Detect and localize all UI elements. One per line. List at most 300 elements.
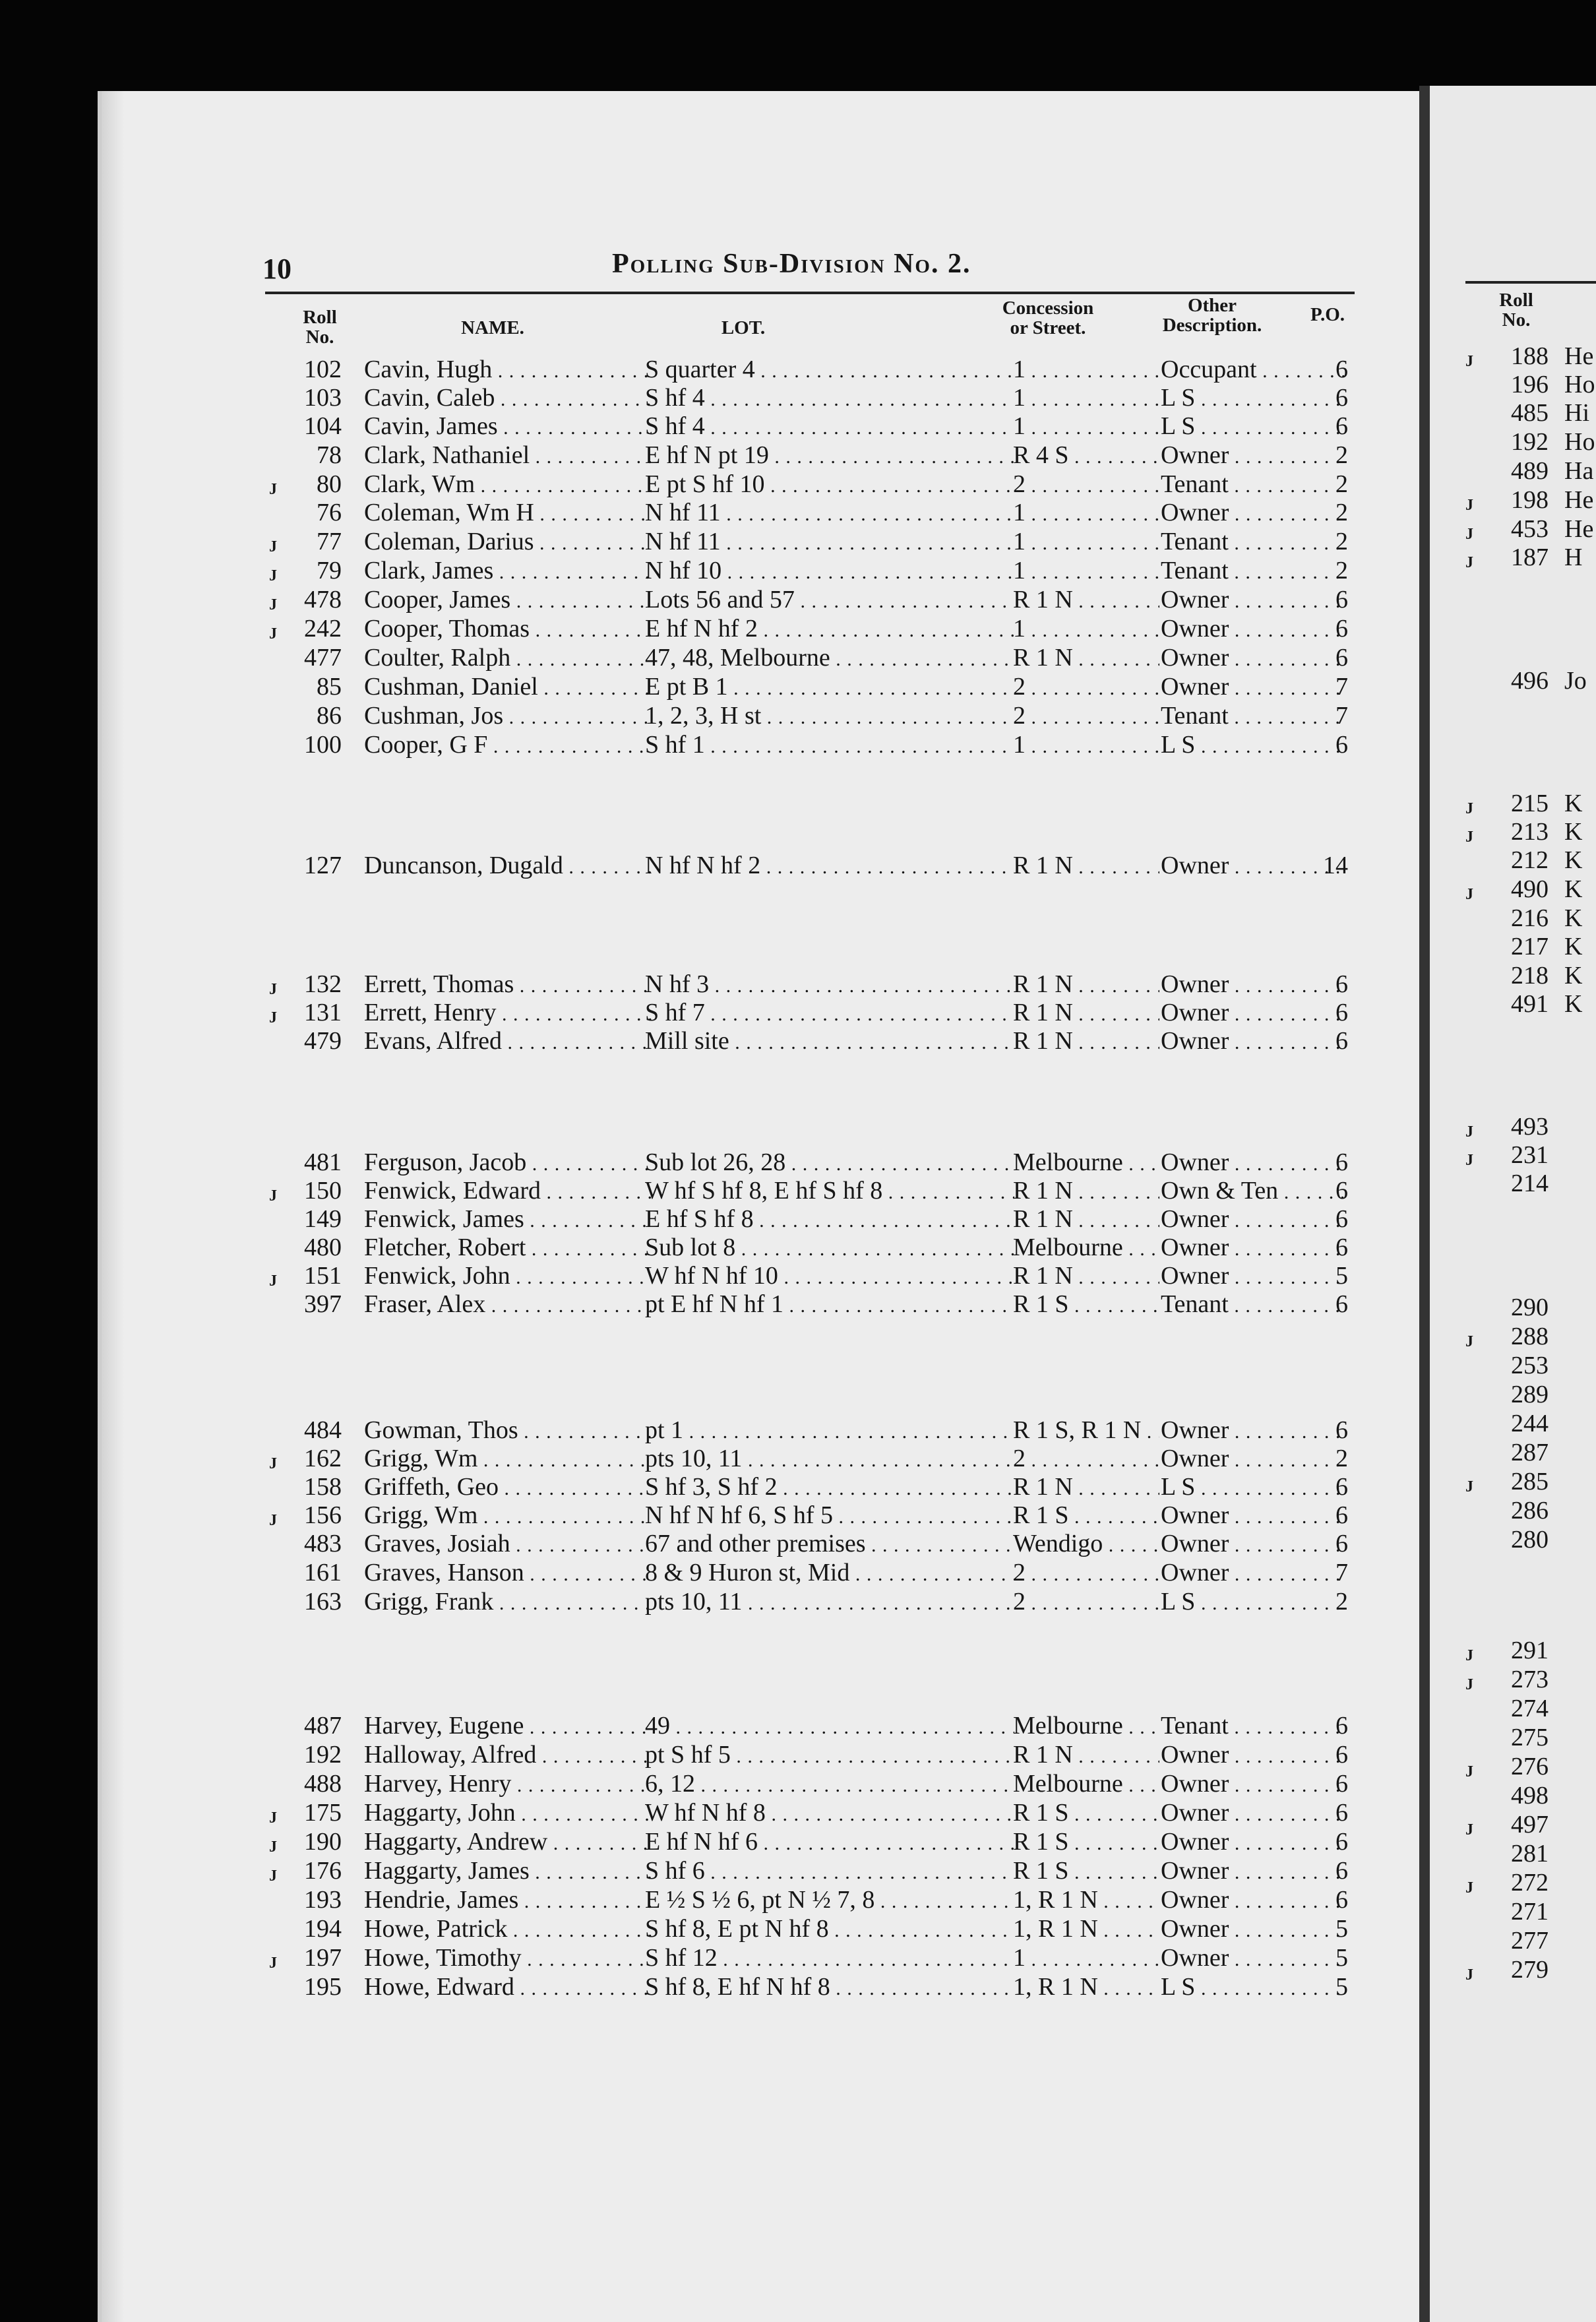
header-lot: LOT. (721, 317, 766, 338)
other-description: Occupant . . . (1161, 355, 1347, 386)
facing-voter-name: Ha (1564, 457, 1594, 485)
concession-street: Melbourne . . . (1013, 1769, 1159, 1800)
lot-description: pt E hf N hf 1 . . . (645, 1290, 1014, 1321)
table-row (0, 1769, 1385, 1798)
facing-voter-name: K (1564, 962, 1583, 989)
concession-street: 2 . . . (1013, 1558, 1159, 1589)
roll-number: 397 (304, 1290, 342, 1318)
post-office-number: 6 (1335, 1741, 1348, 1769)
lot-description: S hf 4 . . . (645, 412, 1014, 443)
post-office-number: 7 (1335, 673, 1348, 701)
facing-juror-mark: J (1465, 800, 1473, 817)
lot-description: W hf N hf 10 . . . (645, 1261, 1014, 1292)
post-office-number: 6 (1335, 970, 1348, 998)
voter-name: Fraser, Alex . . . (364, 1290, 652, 1321)
roll-number: 79 (317, 557, 342, 584)
concession-street: 1 . . . (1013, 1943, 1159, 1974)
table-row (0, 970, 1385, 999)
voter-name: Cooper, G F . . . (364, 730, 652, 761)
facing-voter-name: K (1564, 990, 1583, 1018)
concession-street: R 1 N . . . (1013, 1740, 1159, 1771)
roll-number: 77 (317, 528, 342, 555)
facing-roll-number: 217 (1511, 933, 1549, 960)
facing-voter-name: K (1564, 875, 1583, 903)
post-office-number: 6 (1335, 1177, 1348, 1205)
lot-description: N hf 10 . . . (645, 556, 1014, 587)
concession-street: R 1 S . . . (1013, 1856, 1159, 1887)
juror-mark: J (269, 1955, 277, 1972)
facing-voter-name: He (1564, 515, 1594, 543)
facing-juror-mark: J (1465, 1152, 1473, 1169)
post-office-number: 5 (1335, 1262, 1348, 1290)
concession-street: 1, R 1 N . . . (1013, 1914, 1159, 1945)
facing-roll-number: 489 (1511, 457, 1549, 485)
facing-juror-mark: J (1465, 1763, 1473, 1780)
other-description: Owner . . . (1161, 1769, 1347, 1800)
voter-name: Grigg, Frank . . . (364, 1587, 652, 1618)
roll-number: 78 (317, 441, 342, 469)
voter-name: Hendrie, James . . . (364, 1885, 652, 1916)
concession-street: R 1 N . . . (1013, 1026, 1159, 1057)
roll-number: 156 (304, 1501, 342, 1529)
other-description: Own & Ten . . . (1161, 1176, 1347, 1207)
post-office-number: 6 (1335, 644, 1348, 672)
facing-roll-number: 493 (1511, 1113, 1549, 1141)
other-description: Owner . . . (1161, 1914, 1347, 1945)
facing-voter-name: Ho (1564, 428, 1595, 456)
other-description: Owner . . . (1161, 1444, 1347, 1475)
facing-header-roll-no: Roll No. (1499, 290, 1533, 331)
voter-name: Clark, Wm . . . (364, 470, 652, 501)
table-row (0, 527, 1385, 556)
post-office-number: 2 (1335, 557, 1348, 584)
concession-street: 1, R 1 N . . . (1013, 1885, 1159, 1916)
voter-name: Graves, Hanson . . . (364, 1558, 652, 1589)
lot-description: N hf N hf 2 . . . (645, 851, 1014, 882)
concession-street: 2 . . . (1013, 1444, 1159, 1475)
voter-name: Howe, Patrick . . . (364, 1914, 652, 1945)
table-row (0, 1827, 1385, 1856)
voter-name: Haggarty, Andrew . . . (364, 1827, 652, 1858)
table-row (0, 1856, 1385, 1885)
post-office-number: 6 (1335, 1501, 1348, 1529)
roll-number: 479 (304, 1027, 342, 1055)
roll-number: 483 (304, 1530, 342, 1557)
lot-description: S hf 7 . . . (645, 998, 1014, 1029)
facing-juror-mark: J (1465, 554, 1473, 571)
concession-street: R 1 S . . . (1013, 1798, 1159, 1829)
other-description: Owner . . . (1161, 1261, 1347, 1292)
header-roll-text: Roll No. (303, 307, 337, 348)
facing-roll-number: 231 (1511, 1141, 1549, 1169)
post-office-number: 6 (1335, 1234, 1348, 1261)
juror-mark: J (269, 1455, 277, 1472)
table-row (0, 1026, 1385, 1055)
lot-description: 8 & 9 Huron st, Mid . . . (645, 1558, 1014, 1589)
other-description: Owner . . . (1161, 1529, 1347, 1560)
table-row (0, 1914, 1385, 1943)
post-office-number: 6 (1335, 1770, 1348, 1798)
facing-voter-name: H (1564, 544, 1583, 571)
facing-roll-number: 288 (1511, 1323, 1549, 1350)
table-row (0, 1290, 1385, 1319)
table-row (0, 1205, 1385, 1234)
facing-roll-number: 287 (1511, 1439, 1549, 1466)
voter-name: Fenwick, Edward . . . (364, 1176, 652, 1207)
voter-name: Grigg, Wm . . . (364, 1501, 652, 1532)
post-office-number: 6 (1335, 1857, 1348, 1885)
facing-roll-number: 215 (1511, 790, 1549, 817)
lot-description: S hf 3, S hf 2 . . . (645, 1472, 1014, 1503)
voter-name: Graves, Josiah . . . (364, 1529, 652, 1560)
table-row (0, 585, 1385, 614)
facing-voter-name: Hi (1564, 399, 1589, 427)
roll-number: 488 (304, 1770, 342, 1798)
page-number: 10 (262, 253, 292, 285)
facing-voter-name: Ho (1564, 371, 1595, 398)
other-description: Owner . . . (1161, 851, 1347, 882)
lot-description: E hf S hf 8 . . . (645, 1205, 1014, 1236)
header-description: Other Description. (1162, 295, 1262, 336)
roll-number: 80 (317, 470, 342, 498)
post-office-number: 7 (1335, 702, 1348, 730)
voter-name: Evans, Alfred . . . (364, 1026, 652, 1057)
table-row (0, 1587, 1385, 1616)
other-description: Tenant . . . (1161, 1711, 1347, 1742)
voter-name: Haggarty, John . . . (364, 1798, 652, 1829)
facing-roll-number: 244 (1511, 1410, 1549, 1437)
concession-street: Melbourne . . . (1013, 1711, 1159, 1742)
post-office-number: 6 (1335, 731, 1348, 759)
roll-number: 481 (304, 1148, 342, 1176)
concession-street: 1 . . . (1013, 730, 1159, 761)
lot-description: Lots 56 and 57 . . . (645, 585, 1014, 616)
post-office-number: 2 (1335, 441, 1348, 469)
facing-roll-number: 275 (1511, 1724, 1549, 1751)
facing-juror-mark: J (1465, 886, 1473, 903)
voter-name: Fenwick, James . . . (364, 1205, 652, 1236)
post-office-number: 6 (1335, 1712, 1348, 1740)
facing-juror-mark: J (1465, 1879, 1473, 1897)
facing-roll-number: 285 (1511, 1468, 1549, 1495)
lot-description: N hf N hf 6, S hf 5 . . . (645, 1501, 1014, 1532)
other-description: Owner . . . (1161, 672, 1347, 703)
facing-juror-mark: J (1465, 1676, 1473, 1693)
concession-street: Melbourne . . . (1013, 1148, 1159, 1179)
roll-number: 162 (304, 1445, 342, 1472)
roll-number: 175 (304, 1799, 342, 1827)
roll-number: 242 (304, 615, 342, 643)
other-description: Tenant . . . (1161, 527, 1347, 558)
roll-number: 132 (304, 970, 342, 998)
table-row (0, 1885, 1385, 1914)
table-row (0, 412, 1385, 441)
other-description: L S . . . (1161, 412, 1347, 443)
roll-number: 151 (304, 1262, 342, 1290)
facing-juror-mark: J (1465, 1821, 1473, 1838)
lot-description: S hf 8, E pt N hf 8 . . . (645, 1914, 1014, 1945)
facing-roll-number: 280 (1511, 1526, 1549, 1553)
facing-roll-number: 453 (1511, 515, 1549, 543)
table-row (0, 1233, 1385, 1262)
lot-description: S hf 1 . . . (645, 730, 1014, 761)
lot-description: pts 10, 11 . . . (645, 1587, 1014, 1618)
other-description: Owner . . . (1161, 614, 1347, 645)
lot-description: E pt B 1 . . . (645, 672, 1014, 703)
juror-mark: J (269, 1512, 277, 1529)
other-description: Owner . . . (1161, 1558, 1347, 1589)
table-row (0, 998, 1385, 1027)
lot-description: pt 1 . . . (645, 1416, 1014, 1447)
roll-number: 484 (304, 1416, 342, 1444)
post-office-number: 6 (1335, 1416, 1348, 1444)
concession-street: 2 . . . (1013, 672, 1159, 703)
lot-description: N hf 3 . . . (645, 970, 1014, 1001)
voter-name: Coulter, Ralph . . . (364, 643, 652, 674)
facing-voter-name: Jo (1564, 667, 1587, 695)
voter-name: Cavin, James . . . (364, 412, 652, 443)
facing-roll-number: 214 (1511, 1170, 1549, 1197)
post-office-number: 6 (1335, 384, 1348, 412)
voter-name: Howe, Timothy . . . (364, 1943, 652, 1974)
concession-street: 2 . . . (1013, 470, 1159, 501)
other-description: Tenant . . . (1161, 470, 1347, 501)
facing-roll-number: 279 (1511, 1956, 1549, 1984)
concession-street: R 1 N . . . (1013, 851, 1159, 882)
concession-street: R 1 S, R 1 N . . . (1013, 1416, 1159, 1447)
facing-juror-mark: J (1465, 1123, 1473, 1141)
facing-juror-mark: J (1465, 497, 1473, 514)
facing-roll-number: 273 (1511, 1666, 1549, 1693)
header-roll-no (290, 307, 350, 348)
other-description: Owner . . . (1161, 1026, 1347, 1057)
other-description: Owner . . . (1161, 1856, 1347, 1887)
voter-name: Errett, Thomas . . . (364, 970, 652, 1001)
roll-number: 487 (304, 1712, 342, 1740)
lot-description: E hf N pt 19 . . . (645, 441, 1014, 472)
table-row (0, 1972, 1385, 2001)
voter-name: Harvey, Eugene . . . (364, 1711, 652, 1742)
table-row (0, 498, 1385, 527)
facing-juror-mark: J (1465, 1478, 1473, 1495)
lot-description: 1, 2, 3, H st . . . (645, 701, 1014, 732)
post-office-number: 6 (1335, 412, 1348, 440)
lot-description: Sub lot 8 . . . (645, 1233, 1014, 1264)
lot-description: W hf S hf 8, E hf S hf 8 . . . (645, 1176, 1014, 1207)
lot-description: E hf N hf 2 . . . (645, 614, 1014, 645)
table-row (0, 1740, 1385, 1769)
table-row (0, 1176, 1385, 1205)
facing-roll-number: 213 (1511, 818, 1549, 846)
facing-roll-number: 485 (1511, 399, 1549, 427)
table-row (0, 643, 1385, 672)
other-description: Owner . . . (1161, 1205, 1347, 1236)
roll-number: 477 (304, 644, 342, 672)
voter-name: Griffeth, Geo . . . (364, 1472, 652, 1503)
voter-name: Clark, James . . . (364, 556, 652, 587)
facing-roll-number: 289 (1511, 1381, 1549, 1408)
facing-roll-number: 188 (1511, 342, 1549, 370)
facing-roll-number: 271 (1511, 1898, 1549, 1926)
facing-juror-mark: J (1465, 1333, 1473, 1350)
roll-number: 100 (304, 731, 342, 759)
table-row (0, 851, 1385, 880)
post-office-number: 7 (1335, 1559, 1348, 1586)
other-description: Owner . . . (1161, 1501, 1347, 1532)
lot-description: N hf 11 . . . (645, 498, 1014, 529)
voter-name: Clark, Nathaniel . . . (364, 441, 652, 472)
lot-description: 47, 48, Melbourne . . . (645, 643, 1014, 674)
roll-number: 150 (304, 1177, 342, 1205)
facing-roll-number: 286 (1511, 1497, 1549, 1524)
facing-roll-number: 290 (1511, 1294, 1549, 1321)
facing-roll-number: 277 (1511, 1927, 1549, 1955)
lot-description: 49 . . . (645, 1711, 1014, 1742)
other-description: Owner . . . (1161, 1416, 1347, 1447)
voter-name: Cooper, Thomas . . . (364, 614, 652, 645)
other-description: Tenant . . . (1161, 556, 1347, 587)
roll-number: 161 (304, 1559, 342, 1586)
facing-roll-number: 253 (1511, 1352, 1549, 1379)
other-description: Owner . . . (1161, 498, 1347, 529)
voter-name: Fletcher, Robert . . . (364, 1233, 652, 1264)
post-office-number: 6 (1335, 615, 1348, 643)
roll-number: 194 (304, 1915, 342, 1943)
table-row (0, 730, 1385, 759)
concession-street: 1 . . . (1013, 498, 1159, 529)
lot-description: E hf N hf 6 . . . (645, 1827, 1014, 1858)
other-description: Owner . . . (1161, 1233, 1347, 1264)
post-office-number: 2 (1335, 470, 1348, 498)
voter-name: Coleman, Wm H . . . (364, 498, 652, 529)
other-description: L S . . . (1161, 1972, 1347, 2003)
table-row (0, 556, 1385, 585)
juror-mark: J (269, 1187, 277, 1205)
concession-street: R 4 S . . . (1013, 441, 1159, 472)
facing-roll-number: 496 (1511, 667, 1549, 695)
post-office-number: 6 (1335, 1205, 1348, 1233)
voter-name: Cooper, James . . . (364, 585, 652, 616)
post-office-number: 14 (1323, 852, 1348, 879)
other-description: L S . . . (1161, 1472, 1347, 1503)
table-row (0, 614, 1385, 643)
table-row (0, 1148, 1385, 1177)
voter-name: Fenwick, John . . . (364, 1261, 652, 1292)
facing-voter-name: K (1564, 846, 1583, 874)
concession-street: R 1 N . . . (1013, 998, 1159, 1029)
facing-voter-name: K (1564, 818, 1583, 846)
post-office-number: 6 (1335, 1027, 1348, 1055)
voter-name: Duncanson, Dugald . . . (364, 851, 652, 882)
facing-roll-number: 198 (1511, 486, 1549, 514)
roll-number: 176 (304, 1857, 342, 1885)
concession-street: Wendigo . . . (1013, 1529, 1159, 1560)
concession-street: 1 . . . (1013, 556, 1159, 587)
voter-name: Gowman, Thos . . . (364, 1416, 652, 1447)
post-office-number: 5 (1335, 1915, 1348, 1943)
post-office-number: 6 (1335, 1148, 1348, 1176)
facing-roll-number: 491 (1511, 990, 1549, 1018)
facing-voter-name: He (1564, 342, 1594, 370)
table-row (0, 1501, 1385, 1530)
voter-name: Haggarty, James . . . (364, 1856, 652, 1887)
facing-roll-number: 281 (1511, 1840, 1549, 1867)
post-office-number: 6 (1335, 1828, 1348, 1856)
lot-description: 6, 12 . . . (645, 1769, 1014, 1800)
header-concession: Concession or Street. (1002, 298, 1094, 339)
facing-roll-number: 212 (1511, 846, 1549, 874)
lot-description: 67 and other premises . . . (645, 1529, 1014, 1560)
roll-number: 193 (304, 1886, 342, 1914)
other-description: Owner . . . (1161, 643, 1347, 674)
facing-roll-number: 274 (1511, 1695, 1549, 1722)
juror-mark: J (269, 538, 277, 555)
roll-number: 197 (304, 1944, 342, 1972)
table-row (0, 701, 1385, 730)
juror-mark: J (269, 1809, 277, 1827)
other-description: Tenant . . . (1161, 1290, 1347, 1321)
concession-street: R 1 N . . . (1013, 1205, 1159, 1236)
table-row (0, 1798, 1385, 1827)
lot-description: N hf 11 . . . (645, 527, 1014, 558)
other-description: L S . . . (1161, 1587, 1347, 1618)
header-rule (265, 292, 1355, 294)
table-row (0, 1416, 1385, 1445)
facing-juror-mark: J (1465, 1647, 1473, 1664)
concession-street: R 1 S . . . (1013, 1827, 1159, 1858)
concession-street: R 1 N . . . (1013, 1472, 1159, 1503)
other-description: Owner . . . (1161, 1798, 1347, 1829)
facing-juror-mark: J (1465, 1966, 1473, 1984)
concession-street: R 1 S . . . (1013, 1290, 1159, 1321)
juror-mark: J (269, 1867, 277, 1885)
juror-mark: J (269, 1272, 277, 1290)
roll-number: 127 (304, 852, 342, 879)
table-row (0, 1261, 1385, 1290)
lot-description: Sub lot 26, 28 . . . (645, 1148, 1014, 1179)
other-description: Owner . . . (1161, 1740, 1347, 1771)
facing-roll-number: 187 (1511, 544, 1549, 571)
other-description: Owner . . . (1161, 1148, 1347, 1179)
post-office-number: 2 (1335, 528, 1348, 555)
post-office-number: 6 (1335, 586, 1348, 613)
other-description: L S . . . (1161, 730, 1347, 761)
voter-name: Grigg, Wm . . . (364, 1444, 652, 1475)
concession-street: 1, R 1 N . . . (1013, 1972, 1159, 2003)
header-po: P.O. (1310, 304, 1345, 325)
juror-mark: J (269, 1009, 277, 1026)
other-description: Owner . . . (1161, 970, 1347, 1001)
table-row (0, 1943, 1385, 1972)
facing-voter-name: K (1564, 904, 1583, 932)
lot-description: S hf 6 . . . (645, 1856, 1014, 1887)
facing-voter-name: He (1564, 486, 1594, 514)
table-row (0, 470, 1385, 499)
other-description: Owner . . . (1161, 1827, 1347, 1858)
juror-mark: J (269, 625, 277, 643)
voter-name: Howe, Edward . . . (364, 1972, 652, 2003)
roll-number: 190 (304, 1828, 342, 1856)
lot-description: E pt S hf 10 . . . (645, 470, 1014, 501)
voter-name: Cushman, Daniel . . . (364, 672, 652, 703)
table-row (0, 1529, 1385, 1558)
facing-roll-number: 490 (1511, 875, 1549, 903)
post-office-number: 6 (1335, 1886, 1348, 1914)
voter-name: Ferguson, Jacob . . . (364, 1148, 652, 1179)
concession-street: R 1 N . . . (1013, 585, 1159, 616)
facing-roll-number: 272 (1511, 1869, 1549, 1897)
concession-street: R 1 S . . . (1013, 1501, 1159, 1532)
